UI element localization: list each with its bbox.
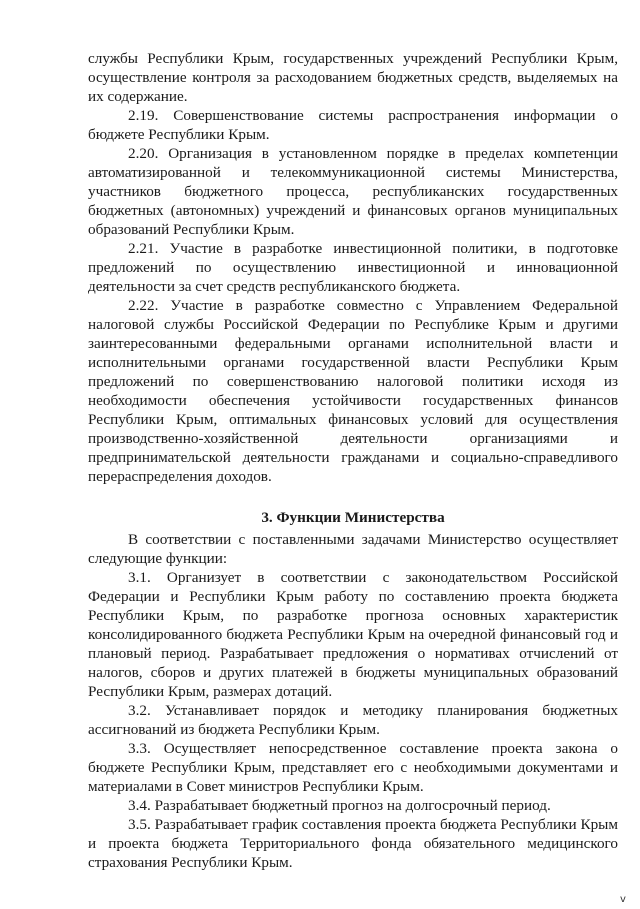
- paragraph-continuation: службы Республики Крым, государственных учреждений Республики Крым, осуществление контроля за расходованием бюджетных средств, выделяемых на их содержание.: [88, 50, 618, 105]
- page-corner-mark: v: [620, 894, 626, 905]
- paragraph-3-2: 3.2. Устанавливает порядок и методику планирования бюджетных ассигнований из бюджета Республики Крым.: [88, 702, 618, 738]
- paragraph-3-4: 3.4. Разрабатывает бюджетный прогноз на долгосрочный период.: [128, 797, 551, 814]
- paragraph-2-22: 2.22. Участие в разработке совместно с Управлением Федеральной налоговой службы Российской Федерации по Республике Крым и другими заинтересованными федеральными органами исполнительной власти и исполнительными органами государственной власти Республики Крым предложений по совершенствованию налоговой политики исходя из необходимости обеспечения устойчивости государственных финансов Республики Крым, оптимальных финансовых условий для осуществления производственно-хозяйственной деятельности организациями и предпринимательской деятельности гражданами и социально-справедливого перераспределения доходов.: [88, 297, 618, 485]
- section-heading: 3. Функции Министерства: [261, 509, 445, 526]
- paragraph-3-5: 3.5. Разрабатывает график составления проекта бюджета Республики Крым и проекта бюджета Территориального фонда обязательного медицинского страхования Республики Крым.: [88, 816, 618, 871]
- paragraph-2-19: 2.19. Совершенствование системы распространения информации о бюджете Республики Крым.: [88, 107, 618, 143]
- paragraph-2-20: 2.20. Организация в установленном порядке в пределах компетенции автоматизированной и телекоммуникационной системы Министерства, участников бюджетного процесса, республиканских государственных бюджетных (автономных) учреждений и финансовых органов муниципальных образований Республики Крым.: [88, 145, 618, 238]
- paragraph-intro: В соответствии с поставленными задачами Министерство осуществляет следующие функции:: [88, 531, 618, 567]
- document-body: [88, 49, 618, 872]
- paragraph-3-3: 3.3. Осуществляет непосредственное составление проекта закона о бюджете Республики Крым, представляет его с необходимыми документами и материалами в Совет министров Республики Крым.: [88, 740, 618, 795]
- paragraph-3-1: 3.1. Организует в соответствии с законодательством Российской Федерации и Республики Крым работу по составлению проекта бюджета Республики Крым, по разработке прогноза основных характеристик консолидированного бюджета Республики Крым на очередной финансовый год и плановый период. Разрабатывает предложения о нормативах отчислений от налогов, сборов и других платежей в бюджеты муниципальных образований Республики Крым, размерах дотаций.: [88, 569, 618, 700]
- paragraph-2-21: 2.21. Участие в разработке инвестиционной политики, в подготовке предложений по осуществлению инвестиционной и инновационной деятельности за счет средств республиканского бюджета.: [88, 240, 618, 295]
